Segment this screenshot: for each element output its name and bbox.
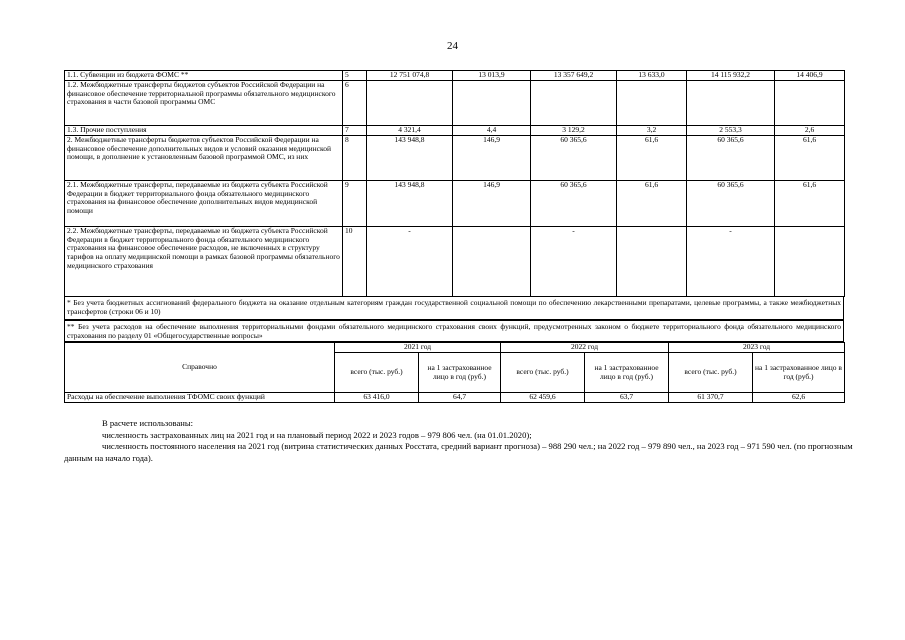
column-header-total: всего (тыс. руб.) — [669, 353, 753, 393]
cell-value — [687, 81, 775, 126]
cell-value: 12 751 074,8 — [367, 71, 453, 81]
column-header-per-person: на 1 застрахованное лицо в год (руб.) — [585, 353, 669, 393]
cell-value — [453, 227, 531, 297]
cell-value — [775, 227, 845, 297]
row-name: 2.1. Межбюджетные трансферты, передаваемые из бюджета субъекта Российской Федерации в бюджет территориального фонда обязательного медицинского страхования на финансовое обеспечение дополнительных видов медицинской помощи — [65, 181, 343, 227]
row-line-number: 8 — [343, 136, 367, 181]
table-row — [65, 126, 845, 136]
row-line-number: 5 — [343, 71, 367, 81]
cell-value: 3 129,2 — [531, 126, 617, 136]
cell-value: 61,6 — [617, 181, 687, 227]
reference-year-row — [65, 343, 845, 353]
cell-value: 146,9 — [453, 136, 531, 181]
cell-value: 13 357 649,2 — [531, 71, 617, 81]
year-header-2023: 2023 год — [669, 343, 845, 353]
cell-value: 14 115 932,2 — [687, 71, 775, 81]
cell-value: - — [531, 227, 617, 297]
cell-value: 60 365,6 — [531, 136, 617, 181]
cell-value — [617, 81, 687, 126]
row-name: 1.1. Субвенции из бюджета ФОМС ** — [65, 71, 343, 81]
cell-value — [453, 81, 531, 126]
year-header-2022: 2022 год — [501, 343, 669, 353]
cell-value — [367, 81, 453, 126]
cell-value: 63 416,0 — [335, 393, 419, 403]
cell-value: 13 013,9 — [453, 71, 531, 81]
column-header-total: всего (тыс. руб.) — [335, 353, 419, 393]
cell-value: 4,4 — [453, 126, 531, 136]
row-line-number: 10 — [343, 227, 367, 297]
row-name: 1.3. Прочие поступления — [65, 126, 343, 136]
row-name: 1.2. Межбюджетные трансферты бюджетов субъектов Российской Федерации на финансовое обеспечение территориальной программы обязательного медицинского страхования в части базовой программы ОМС — [65, 81, 343, 126]
cell-value: 63,7 — [585, 393, 669, 403]
insured-population-note: численность застрахованных лиц на 2021 год и на плановый период 2022 и 2023 годов – 979 806 чел. (на 01.01.2020); — [102, 429, 532, 440]
cell-value: 2,6 — [775, 126, 845, 136]
cell-value: 146,9 — [453, 181, 531, 227]
row-name: 2. Межбюджетные трансферты бюджетов субъектов Российской Федерации на финансовое обеспечение дополнительных видов и условий оказания медицинской помощи, в дополнение к установленным базовой программой ОМС, из них — [65, 136, 343, 181]
calculation-intro: В расчете использованы: — [102, 418, 194, 428]
cell-value: 61,6 — [775, 181, 845, 227]
cell-value: 60 365,6 — [687, 181, 775, 227]
table-row — [65, 393, 845, 403]
cell-value — [531, 81, 617, 126]
row-line-number: 9 — [343, 181, 367, 227]
column-header-per-person: на 1 застрахованное лицо в год (руб.) — [753, 353, 845, 393]
column-header-per-person: на 1 застрахованное лицо в год (руб.) — [419, 353, 501, 393]
cell-value: 62 459,6 — [501, 393, 585, 403]
reference-table — [64, 342, 845, 403]
table-row — [65, 81, 845, 126]
cell-value — [617, 227, 687, 297]
reference-label: Справочно — [65, 343, 335, 393]
cell-value: 60 365,6 — [687, 136, 775, 181]
cell-value: 143 948,8 — [367, 136, 453, 181]
row-name: 2.2. Межбюджетные трансферты, передаваемые из бюджета субъекта Российской Федерации в бюджет территориального фонда обязательного медицинского страхования на финансовое обеспечение расходов, не включенных в структуру тарифов на оплату медицинской помощи в рамках базовой программы обязательного медицинского страхования — [65, 227, 343, 297]
cell-value: 14 406,9 — [775, 71, 845, 81]
cell-value: 61 370,7 — [669, 393, 753, 403]
reference-row-label: Расходы на обеспечение выполнения ТФОМС своих функций — [65, 393, 335, 403]
footnote-budget-allocations: * Без учета бюджетных ассигнований федерального бюджета на оказание отдельным категориям граждан государственной социальной помощи по обеспечению лекарственными препаратами, целевые программы, а также межбюджетных трансфертов (строки 06 и 10) — [64, 296, 844, 320]
cell-value: - — [687, 227, 775, 297]
table-row — [65, 71, 845, 81]
row-line-number: 6 — [343, 81, 367, 126]
resident-population-note: численность постоянного населения на 2021 год (витрина статистических данных Росстата, средний вариант прогноза) – 988 290 чел.; на 2022 год – 979 890 чел., на 2023 год – 971 590 чел. (по прогнозным данным на начало года). — [64, 441, 853, 463]
footnote-tfoms-expenses: ** Без учета расходов на обеспечение выполнения территориальными фондами обязательного медицинского страхования своих функций, предусмотренных законом о бюджете территориального фонда обязательного медицинского страхования по разделу 01 «Общегосударственные вопросы» — [64, 320, 844, 342]
cell-value: 61,6 — [617, 136, 687, 181]
year-header-2021: 2021 год — [335, 343, 501, 353]
cell-value: 3,2 — [617, 126, 687, 136]
table-row — [65, 227, 845, 297]
cell-value: 64,7 — [419, 393, 501, 403]
cell-value: 60 365,6 — [531, 181, 617, 227]
cell-value: 13 633,0 — [617, 71, 687, 81]
cell-value: 2 553,3 — [687, 126, 775, 136]
cell-value: - — [367, 227, 453, 297]
row-line-number: 7 — [343, 126, 367, 136]
cell-value: 62,6 — [753, 393, 845, 403]
calculation-notes — [64, 418, 854, 464]
column-header-total: всего (тыс. руб.) — [501, 353, 585, 393]
cell-value: 4 321,4 — [367, 126, 453, 136]
table-row — [65, 136, 845, 181]
cell-value: 143 948,8 — [367, 181, 453, 227]
page-number: 24 — [447, 40, 458, 52]
main-table — [64, 70, 845, 297]
cell-value — [775, 81, 845, 126]
cell-value: 61,6 — [775, 136, 845, 181]
table-row — [65, 181, 845, 227]
